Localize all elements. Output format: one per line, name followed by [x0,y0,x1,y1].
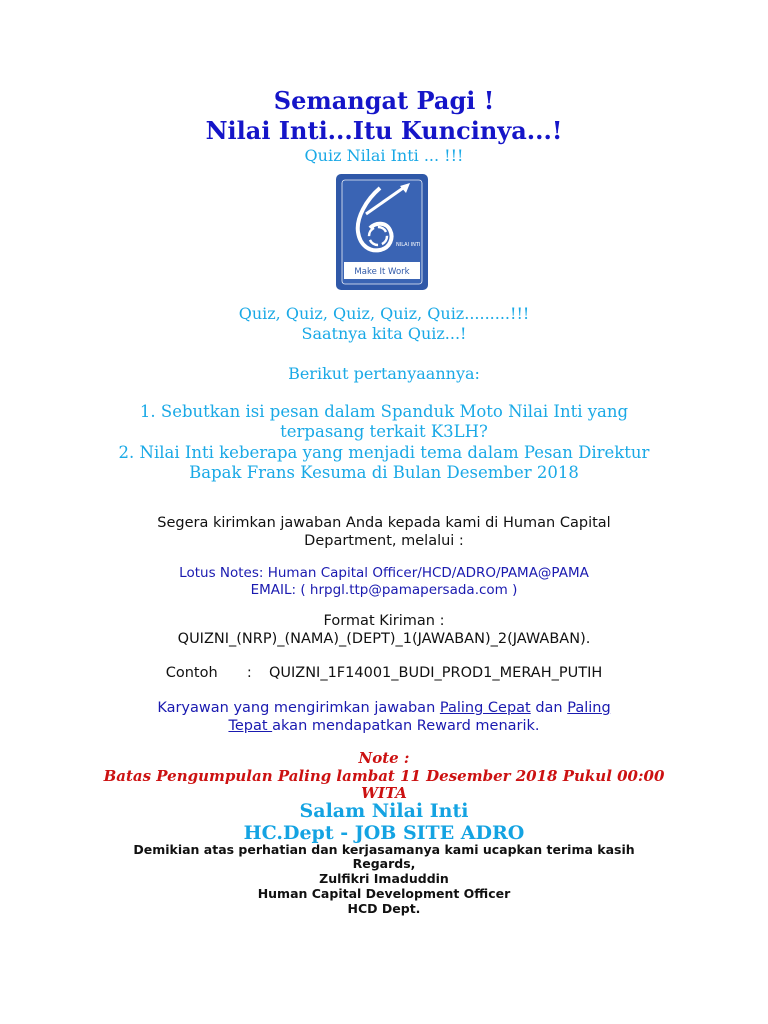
logo-label: NILAI INTI [396,242,421,248]
lotus-notes-contact: Lotus Notes: Human Capital Officer/HCD/ADRO/PAMA@PAMA [179,565,589,581]
reward-paling: Paling [567,700,611,716]
signature-line-2: Regards, [352,856,416,871]
reward-text-3: akan mendapatkan Reward menarik. [272,718,540,734]
intro-line-1: Quiz, Quiz, Quiz, Quiz, Quiz.........!!! [238,304,530,323]
question-1-line-1: 1. Sebutkan isi pesan dalam Spanduk Moto Nilai Inti yang [139,402,629,421]
logo-tagline: Make It Work [354,267,410,277]
note-line-2: WITA [361,784,407,802]
question-2-line-1: 2. Nilai Inti keberapa yang menjadi tema dalam Pesan Direktur [118,443,650,462]
example-separator: : [246,665,252,681]
note-line-1: Batas Pengumpulan Paling lambat 11 Desember 2018 Pukul 00:00 [103,767,665,785]
nilai-inti-logo [336,174,428,290]
reward-tepat: Tepat [228,718,273,734]
title-line-2: Nilai Inti...Itu Kuncinya...! [205,116,563,145]
question-2-line-2: Bapak Frans Kesuma di Bulan Desember 2018 [189,463,579,482]
format-value: QUIZNI_(NRP)_(NAMA)_(DEPT)_1(JAWABAN)_2(JAWABAN). [177,631,591,647]
quiz-subtitle: Quiz Nilai Inti ... !!! [304,146,464,165]
signature-name: Zulfikri Imaduddin [319,871,449,886]
signature-line-1: Demikian atas perhatian dan kerjasamanya kami ucapkan terima kasih [133,842,635,857]
reward-line-1 [0,700,768,716]
question-1-line-2: terpasang terkait K3LH? [280,422,488,441]
reward-text-2: dan [530,700,568,716]
format-label: Format Kiriman : [323,613,445,629]
example-label: Contoh [165,665,218,681]
signature-title: Human Capital Development Officer [257,886,511,901]
salam-nilai-inti: Salam Nilai Inti [299,800,469,822]
dept-jobsite: HC.Dept - JOB SITE ADRO [243,822,525,844]
note-label: Note : [358,749,410,767]
example-row [0,665,768,681]
reward-line-2 [0,718,768,734]
signature-dept: HCD Dept. [347,901,421,916]
title-line-1: Semangat Pagi ! [273,86,495,115]
reward-text-1: Karyawan yang mengirimkan jawaban [157,700,440,716]
example-value: QUIZNI_1F14001_BUDI_PROD1_MERAH_PUTIH [268,665,603,681]
questions-prompt: Berikut pertanyaannya: [288,364,480,383]
instructions-line-2: Department, melalui : [304,533,464,549]
reward-paling-cepat: Paling Cepat [439,700,531,716]
instructions-line-1: Segera kirimkan jawaban Anda kepada kami di Human Capital [157,515,611,531]
intro-line-2: Saatnya kita Quiz...! [301,324,467,343]
email-contact: EMAIL: ( hrpgl.ttp@pamapersada.com ) [250,582,518,598]
